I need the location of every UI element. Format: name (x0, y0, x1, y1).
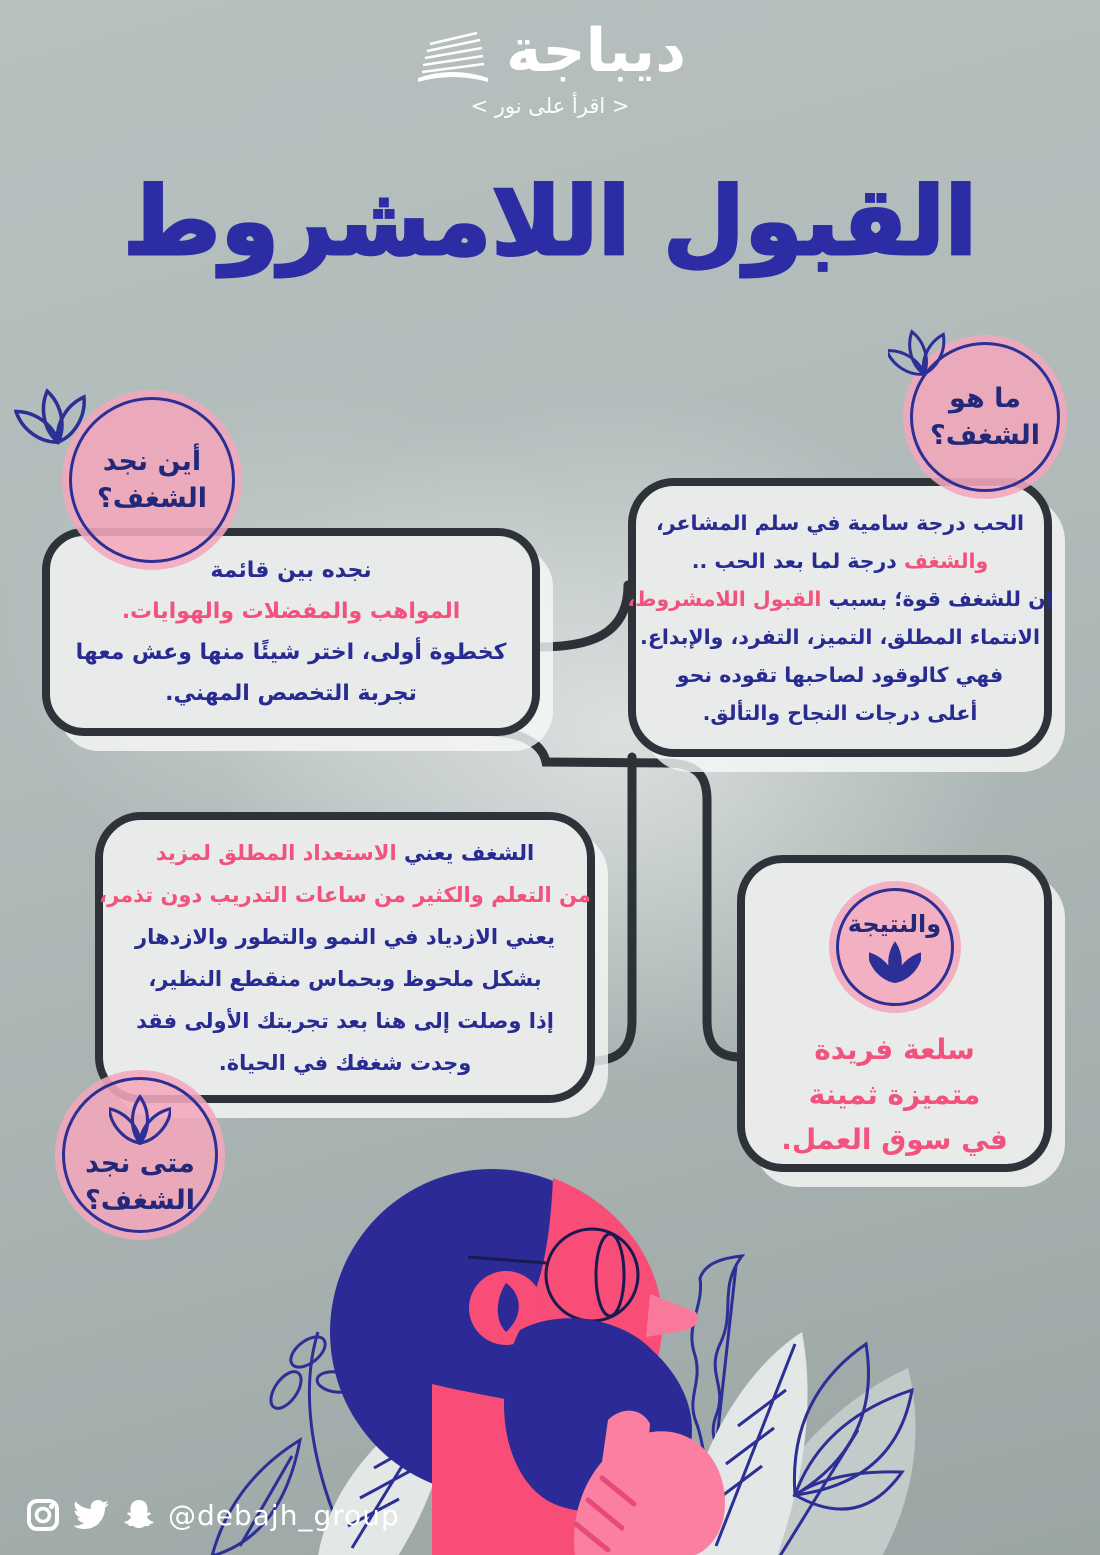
page-title: القبول اللامشروط (122, 168, 978, 277)
leaf-sprig-icon (888, 316, 960, 378)
text-line: إذا وصلت إلى هنا بعد تجربتك الأولى فقد (136, 1008, 554, 1033)
text-line: متميزة ثمينة (808, 1078, 981, 1111)
text-line: أعلى درجات النجاح والتألق. (702, 700, 978, 725)
bubble-line: الشغف؟ (85, 1185, 195, 1216)
text-line: إن للشغف قوة؛ بسبب القبول اللامشروط، (627, 586, 1053, 611)
social-handle: @debajh_group (168, 1498, 400, 1532)
thinking-person-illustration (0, 1120, 1100, 1555)
leaf-sprig-icon (14, 372, 100, 446)
text-line: الانتماء المطلق، التميز، التفرد، والإبداع. (640, 624, 1040, 649)
bubble-line: ما هو (949, 383, 1021, 414)
text-line: تجربة التخصص المهني. (165, 681, 417, 706)
instagram-icon (26, 1498, 60, 1532)
leaf-icon (869, 939, 921, 985)
text-line: يعني الازدياد في النمو والتطور والازدهار (135, 924, 555, 949)
text-line: الشغف يعني الاستعداد المطلق لمزيد (155, 840, 535, 865)
card-passion-definition (628, 478, 1052, 757)
text-line: بشكل ملحوظ وبحماس منقطع النظير، (148, 966, 542, 991)
open-book-icon (414, 26, 492, 84)
text-line: سلعة فريدة (814, 1033, 975, 1066)
card-passion-meaning (95, 812, 595, 1103)
bubble-line: الشغف؟ (97, 483, 207, 514)
text-line: نجده بين قائمة (210, 558, 372, 583)
text-line: والشغف درجة لما بعد الحب .. (691, 548, 989, 573)
bubble-line: الشغف؟ (930, 420, 1040, 451)
twitter-icon (72, 1498, 110, 1532)
text-line: المواهب والمفضلات والهوايات. (121, 599, 461, 624)
footer-social (26, 1498, 400, 1532)
text-line: وجدت شغفك في الحياة. (218, 1050, 472, 1075)
logo-tagline: < اقرأ على نور > (470, 94, 630, 118)
text-line: كخطوة أولى، اختر شيئًا منها وعش معها (75, 640, 507, 665)
text-line: الحب درجة سامية في سلم المشاعر، (655, 510, 1025, 535)
bubble-line: متى نجد (85, 1148, 195, 1179)
snapchat-icon (122, 1498, 156, 1532)
text-line: فهي كالوقود لصاحبها تقوده نحو (676, 662, 1004, 687)
bubble-line: أين نجد (102, 446, 202, 477)
text-line: من التعلم والكثير من ساعات التدريب دون تذمر، (99, 882, 591, 907)
logo-brand-text: ديباجة (506, 16, 686, 86)
text-line: في سوق العمل. (781, 1123, 1008, 1156)
logo (0, 18, 1100, 118)
result-bubble (829, 881, 961, 1013)
result-bubble-label: والنتيجة (847, 910, 942, 938)
